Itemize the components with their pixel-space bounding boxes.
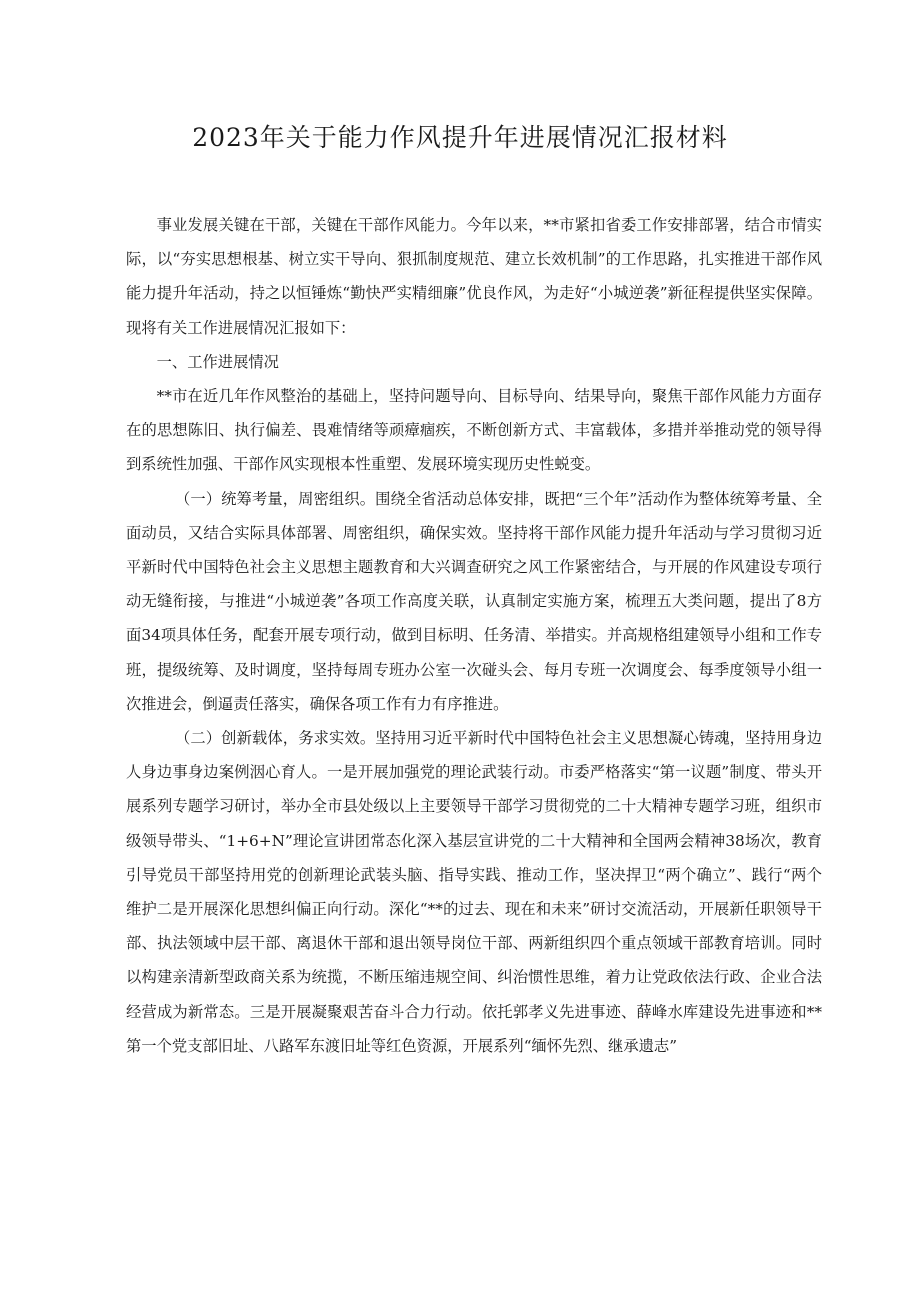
intro-paragraph: 事业发展关键在干部，关键在干部作风能力。今年以来，**市紧扣省委工作安排部署，结合市情实际，以“夯实思想根基、树立实干导向、狠抓制度规范、建立长效机制”的工作思路，扎实推进干部作风能力提升年活动，持之以恒锤炼“勤快严实精细廉”优良作风，为走好“小城逆袭”新征程提供坚实保障。现将有关工作进展情况汇报如下： <box>126 216 822 337</box>
document-body <box>126 208 822 1063</box>
section-heading: 一、工作进展情况 <box>156 352 279 371</box>
subsection-2-paragraph: （二）创新载体，务求实效。坚持用习近平新时代中国特色社会主义思想凝心铸魂，坚持用身边人身边事身边案例洇心育人。一是开展加强党的理论武装行动。市委严格落实“第一议题”制度、带头开展系列专题学习研讨，举办全市县处级以上主要领导干部学习贯彻党的二十大精神专题学习班，组织市级领导带头、“1+6+N”理论宣讲团常态化深入基层宣讲党的二十大精神和全国两会精神38场次，教育引导党员干部坚持用党的创新理论武装头脑、指导实践、推动工作，坚决捍卫“两个确立”、践行“两个维护二是开展深化思想纠偏正向行动。深化“**的过去、现在和未来”研讨交流活动，开展新任职领导干部、执法领域中层干部、离退休干部和退出领导岗位干部、两新组织四个重点领域干部教育培训。同时以构建亲清新型政商关系为统揽，不断压缩违规空间、纠治惯性思维，着力让党政依法行政、企业合法经营成为新常态。三是开展凝聚艰苦奋斗合力行动。依托郭孝义先进事迹、薛峰水库建设先进事迹和**第一个党支部旧址、八路军东渡旧址等红色资源，开展系列“缅怀先烈、继承遗志” <box>126 729 822 1055</box>
subsection-1-paragraph: （一）统筹考量，周密组织。围绕全省活动总体安排，既把“三个年”活动作为整体统筹考量、全面动员，又结合实际具体部署、周密组织，确保实效。坚持将干部作风能力提升年活动与学习贯彻习近平新时代中国特色社会主义思想主题教育和大兴调查研究之风工作紧密结合，与开展的作风建设专项行动无缝衔接，与推进“小城逆袭”各项工作高度关联，认真制定实施方案，梳理五大类问题，提出了8方面34项具体任务，配套开展专项行动，做到目标明、任务清、举措实。并高规格组建领导小组和工作专班，提级统筹、及时调度，坚持每周专班办公室一次碰头会、每月专班一次调度会、每季度领导小组一次推进会，倒逼责任落实，确保各项工作有力有序推进。 <box>126 489 822 713</box>
summary-paragraph: **市在近几年作风整治的基础上，坚持问题导向、目标导向、结果导向，聚焦干部作风能力方面存在的思想陈旧、执行偏差、畏难情绪等顽瘴痼疾，不断创新方式、丰富载体，多措并举推动党的领导得到系统性加强、干部作风实现根本性重塑、发展环境实现历史性蜕变。 <box>126 387 822 474</box>
document-title: 2023年关于能力作风提升年进展情况汇报材料 <box>192 123 728 152</box>
